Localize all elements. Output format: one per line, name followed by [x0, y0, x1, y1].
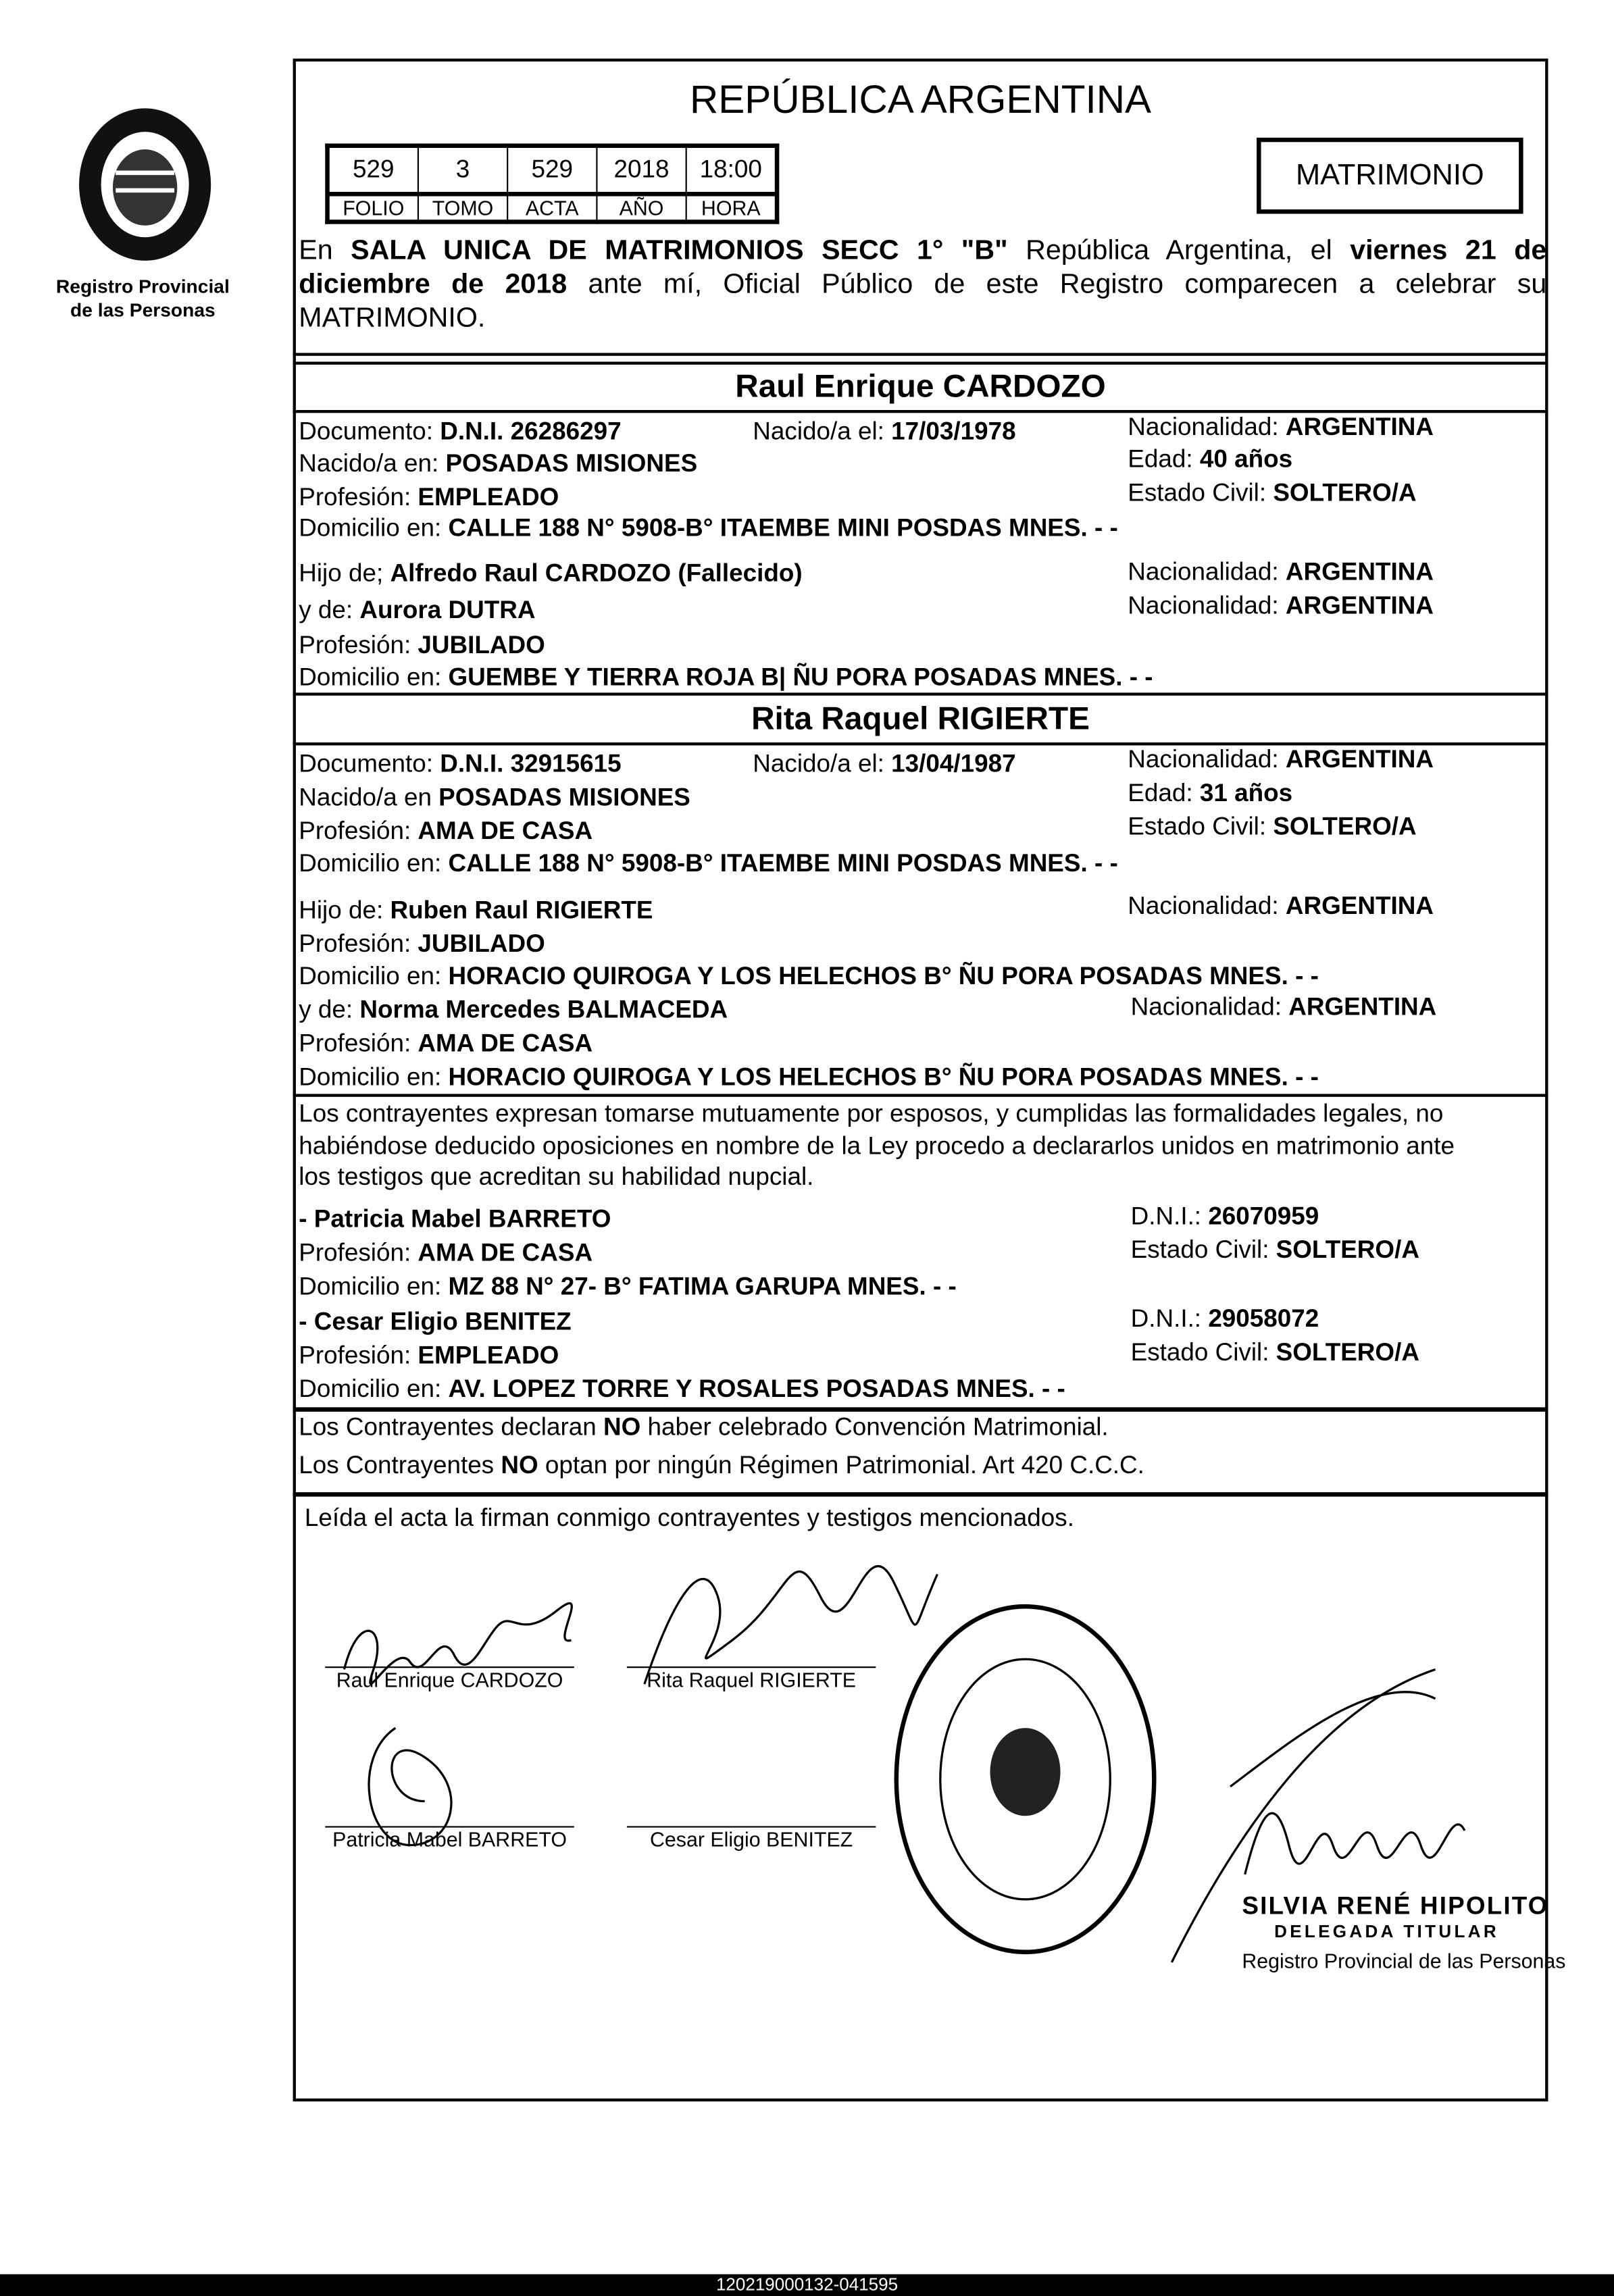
spouse1-parents-address: Domicilio en: GUEMBE Y TIERRA ROJA B| ÑU PORA POSADAS MNES. - - [299, 663, 1153, 692]
spouse1-nationality: Nacionalidad: ARGENTINA [1128, 413, 1434, 441]
spouse1-mother: y de: Aurora DUTRA [299, 596, 536, 624]
tomo-label: TOMO [418, 194, 507, 222]
acta-value: 529 [507, 146, 597, 195]
signature-label-spouse1: Raul Enrique CARDOZO [325, 1666, 574, 1691]
spouse2-document: Documento: D.N.I. 32915615 [299, 749, 622, 778]
divider [293, 1094, 1548, 1096]
officer-name: SILVIA RENÉ HIPOLITO [1242, 1891, 1549, 1920]
divider [293, 1407, 1548, 1412]
spouse2-father-profession: Profesión: JUBILADO [299, 929, 545, 958]
anio-label: AÑO [597, 194, 686, 222]
tomo-value: 3 [418, 146, 507, 195]
witness2-profession: Profesión: EMPLEADO [299, 1341, 559, 1369]
spouse1-father: Hijo de; Alfredo Raul CARDOZO (Fallecido) [299, 559, 803, 588]
declaration-line-1: Los contrayentes expresan tomarse mutuamente por esposos, y cumplidas las formalidades legales, no [299, 1100, 1444, 1128]
spouse2-name-heading: Rita Raquel RIGIERTE [751, 700, 1090, 737]
intro-text: ante mí, Oficial Público de este Registro comparecen a celebrar su MATRIMONIO. [299, 269, 1547, 334]
witness1-address: Domicilio en: MZ 88 N° 27- B° FATIMA GARUPA MNES. - - [299, 1272, 957, 1301]
document-type-box: MATRIMONIO [1257, 138, 1523, 214]
spouse1-birthdate: Nacido/a el: 17/03/1978 [753, 417, 1016, 446]
logo-caption-line1: Registro Provincial [55, 275, 230, 298]
intro-text: República Argentina, el [1007, 236, 1351, 267]
spouse2-profession: Profesión: AMA DE CASA [299, 817, 593, 845]
divider [293, 1492, 1548, 1497]
spouse2-address: Domicilio en: CALLE 188 N° 5908-B° ITAEMBE MINI POSDAS MNES. - - [299, 849, 1118, 877]
spouse1-birthplace: Nacido/a en: POSADAS MISIONES [299, 449, 698, 478]
signatures-drawing [293, 1523, 1553, 2021]
spouse2-father-address: Domicilio en: HORACIO QUIROGA Y LOS HELECHOS B° ÑU PORA POSADAS MNES. - - [299, 962, 1319, 990]
official-stamp [897, 1606, 1155, 1952]
folio-value: 529 [328, 146, 418, 195]
spouse1-mother-nationality: Nacionalidad: ARGENTINA [1128, 591, 1434, 620]
spouse1-parents-profession: Profesión: JUBILADO [299, 631, 545, 659]
footer-barcode-strip: 120219000132-041595 [0, 2274, 1614, 2296]
spouse1-address: Domicilio en: CALLE 188 N° 5908-B° ITAEMBE MINI POSDAS MNES. - - [299, 513, 1118, 542]
spouse1-profession: Profesión: EMPLEADO [299, 483, 559, 511]
divider [293, 361, 1548, 364]
witness1-civil-status: Estado Civil: SOLTERO/A [1130, 1235, 1419, 1264]
spouse2-mother-address: Domicilio en: HORACIO QUIROGA Y LOS HELECHOS B° ÑU PORA POSADAS MNES. - - [299, 1063, 1319, 1092]
spouse1-father-nationality: Nacionalidad: ARGENTINA [1128, 557, 1434, 586]
spouse2-mother: y de: Norma Mercedes BALMACEDA [299, 996, 728, 1024]
witness2-name: - Cesar Eligio BENITEZ [299, 1307, 572, 1336]
closing-statement: Leída el acta la firman conmigo contrayentes y testigos mencionados. [304, 1504, 1074, 1532]
hora-label: HORA [686, 194, 777, 222]
province-seal-logo [64, 99, 225, 267]
spouse2-birthdate: Nacido/a el: 13/04/1987 [753, 749, 1016, 778]
spouse2-civil-status: Estado Civil: SOLTERO/A [1128, 813, 1417, 841]
spouse2-age: Edad: 31 años [1128, 779, 1293, 807]
spouse2-father-nationality: Nacionalidad: ARGENTINA [1128, 892, 1434, 920]
witness1-name: - Patricia Mabel BARRETO [299, 1205, 611, 1233]
spouse1-age: Edad: 40 años [1128, 445, 1293, 474]
declaration-line-2: habiéndose deducido oposiciones en nombre de la Ley procedo a declararlos unidos en matrimonio ante [299, 1131, 1455, 1160]
anio-value: 2018 [597, 146, 686, 195]
witness2-dni: D.N.I.: 29058072 [1130, 1304, 1319, 1333]
registry-table [325, 143, 779, 224]
witness2-civil-status: Estado Civil: SOLTERO/A [1130, 1338, 1419, 1367]
intro-text: En [299, 236, 351, 267]
page-title: REPÚBLICA ARGENTINA [689, 77, 1152, 122]
officer-organization: Registro Provincial de las Personas [1242, 1949, 1566, 1973]
witness2-address: Domicilio en: AV. LOPEZ TORRE Y ROSALES POSADAS MNES. - - [299, 1375, 1065, 1403]
divider [293, 353, 1548, 355]
hora-value: 18:00 [686, 146, 777, 195]
intro-date: viernes 21 de diciembre de 2018 [299, 236, 1547, 301]
spouse2-mother-nationality: Nacionalidad: ARGENTINA [1130, 992, 1437, 1021]
signature-label-spouse2: Rita Raquel RIGIERTE [627, 1666, 876, 1691]
acta-label: ACTA [507, 194, 597, 222]
spouse1-name-heading: Raul Enrique CARDOZO [735, 367, 1106, 405]
logo-caption [44, 276, 242, 322]
spouse1-document: Documento: D.N.I. 26286297 [299, 417, 622, 446]
regime-statement: Los Contrayentes NO optan por ningún Régimen Patrimonial. Art 420 C.C.C. [299, 1451, 1144, 1479]
intro-paragraph [299, 234, 1546, 336]
signature-label-witness2: Cesar Eligio BENITEZ [627, 1826, 876, 1851]
spouse2-nationality: Nacionalidad: ARGENTINA [1128, 745, 1434, 773]
witness1-dni: D.N.I.: 26070959 [1130, 1202, 1319, 1231]
spouse1-civil-status: Estado Civil: SOLTERO/A [1128, 478, 1417, 507]
spouse2-mother-profession: Profesión: AMA DE CASA [299, 1029, 593, 1058]
divider [293, 692, 1548, 695]
declaration-line-3: los testigos que acreditan su habilidad nupcial. [299, 1163, 814, 1191]
spouse2-father: Hijo de: Ruben Raul RIGIERTE [299, 896, 653, 924]
intro-office: SALA UNICA DE MATRIMONIOS SECC 1° "B" [351, 236, 1008, 267]
spouse2-birthplace: Nacido/a en POSADAS MISIONES [299, 783, 690, 812]
officer-title: DELEGADA TITULAR [1274, 1921, 1499, 1942]
convention-statement: Los Contrayentes declaran NO haber celebrado Convención Matrimonial. [299, 1413, 1109, 1442]
signature-label-witness1: Patricia Mabel BARRETO [325, 1826, 574, 1851]
logo-caption-line2: de las Personas [70, 299, 216, 321]
folio-label: FOLIO [328, 194, 418, 222]
witness1-profession: Profesión: AMA DE CASA [299, 1239, 593, 1267]
